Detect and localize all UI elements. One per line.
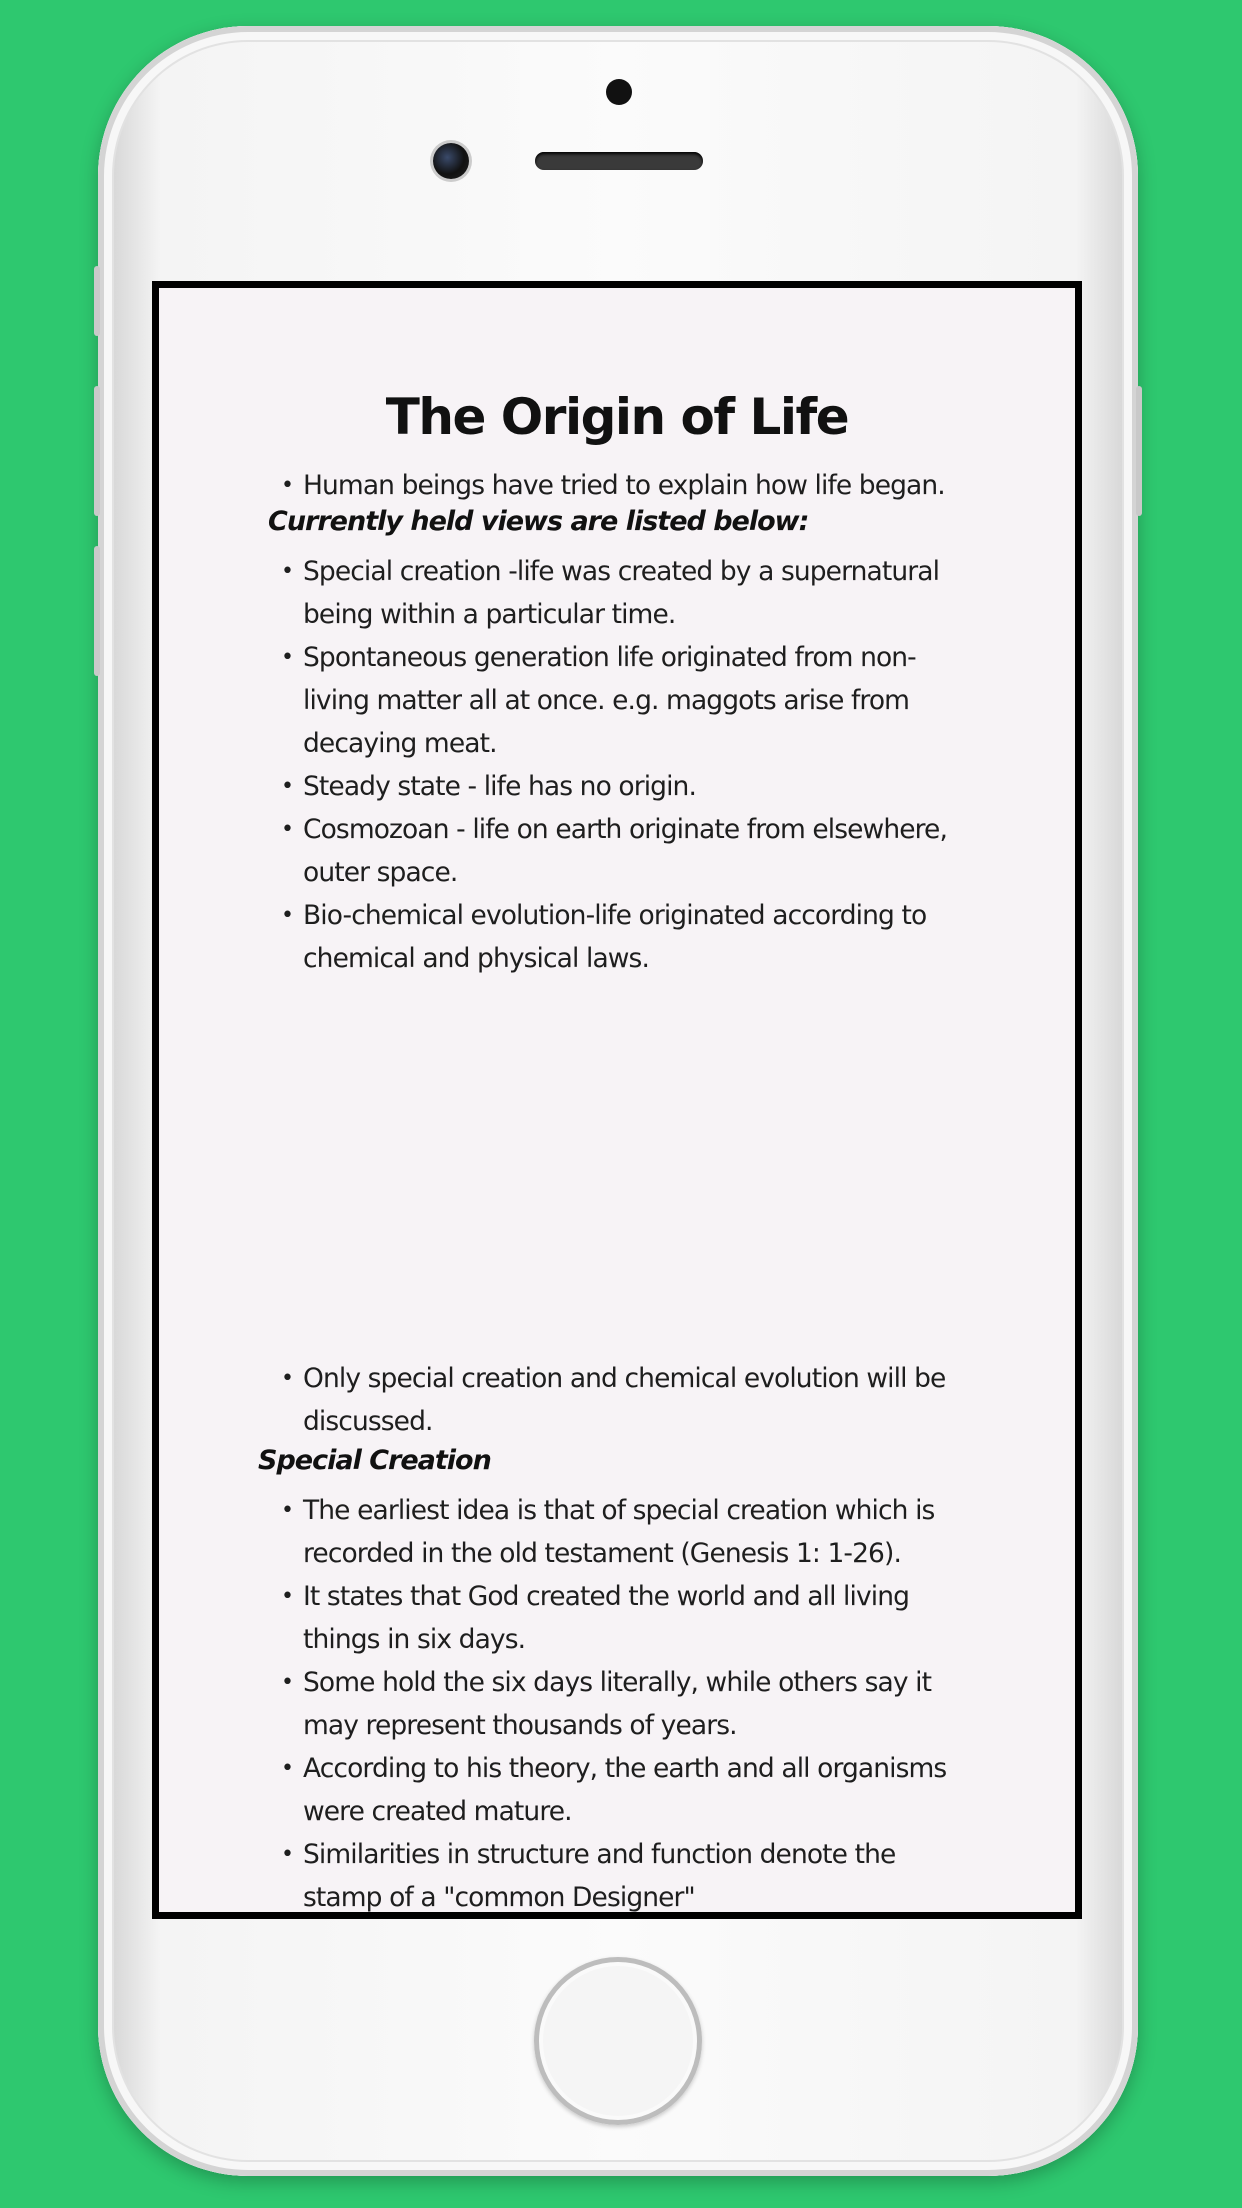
discussion-list bbox=[281, 1357, 981, 1443]
list-item-text: Steady state - life has no origin. bbox=[303, 771, 696, 802]
list-item-text: Special creation -life was created by a supernatural being within a particular time. bbox=[303, 556, 940, 630]
list-item bbox=[281, 1575, 981, 1661]
list-item bbox=[281, 1489, 981, 1575]
bullet-icon: • bbox=[281, 1756, 294, 1781]
list-item-text: Similarities in structure and function denote the stamp of a "common Designer" bbox=[303, 1839, 896, 1913]
list-item bbox=[281, 808, 981, 894]
views-heading: Currently held views are listed below: bbox=[268, 506, 809, 537]
list-item-text: Spontaneous generation life originated from non-living matter all at once. e.g. maggots arise from decaying meat. bbox=[303, 642, 916, 759]
bullet-icon: • bbox=[281, 1670, 294, 1695]
list-item bbox=[281, 1747, 981, 1833]
list-item-text: It states that God created the world and all living things in six days. bbox=[303, 1581, 910, 1655]
screen bbox=[152, 281, 1082, 1919]
views-list bbox=[281, 550, 981, 980]
list-item bbox=[281, 1833, 981, 1919]
home-button[interactable] bbox=[534, 1957, 702, 2125]
bullet-icon: • bbox=[281, 645, 294, 670]
list-item-text: Some hold the six days literally, while others say it may represent thousands of years. bbox=[303, 1667, 932, 1741]
list-item bbox=[281, 894, 981, 980]
special-creation-list bbox=[281, 1489, 981, 1919]
volume-down-button bbox=[94, 546, 100, 676]
list-item-text: According to his theory, the earth and all organisms were created mature. bbox=[303, 1753, 947, 1827]
intro-list bbox=[281, 464, 981, 507]
list-item bbox=[281, 1357, 981, 1443]
list-item bbox=[281, 765, 981, 808]
list-item-text: Human beings have tried to explain how life began. bbox=[303, 470, 945, 501]
bullet-icon: • bbox=[281, 1842, 294, 1867]
document-page bbox=[159, 288, 1075, 1912]
list-item bbox=[281, 550, 981, 636]
page-title: The Origin of Life bbox=[385, 388, 849, 446]
power-button bbox=[1136, 386, 1142, 516]
bullet-icon: • bbox=[281, 817, 294, 842]
bullet-icon: • bbox=[281, 559, 294, 584]
bullet-icon: • bbox=[281, 473, 294, 498]
bullet-icon: • bbox=[281, 1366, 294, 1391]
list-item-text: Cosmozoan - life on earth originate from elsewhere, outer space. bbox=[303, 814, 947, 888]
volume-up-button bbox=[94, 386, 100, 516]
list-item-text: Bio-chemical evolution-life originated according to chemical and physical laws. bbox=[303, 900, 927, 974]
bullet-icon: • bbox=[281, 903, 294, 928]
list-item bbox=[281, 1661, 981, 1747]
earpiece-speaker bbox=[535, 152, 703, 170]
bullet-icon: • bbox=[281, 1498, 294, 1523]
list-item bbox=[281, 636, 981, 765]
bullet-icon: • bbox=[281, 1584, 294, 1609]
list-item-text: Only special creation and chemical evolution will be discussed. bbox=[303, 1363, 946, 1437]
list-item bbox=[281, 464, 981, 507]
front-camera-icon bbox=[433, 143, 469, 179]
mute-switch bbox=[94, 266, 100, 336]
special-creation-heading: Special Creation bbox=[258, 1445, 491, 1476]
bullet-icon: • bbox=[281, 774, 294, 799]
list-item-text: The earliest idea is that of special creation which is recorded in the old testament (Genesis 1: 1-26). bbox=[303, 1495, 935, 1569]
proximity-sensor bbox=[606, 79, 632, 105]
